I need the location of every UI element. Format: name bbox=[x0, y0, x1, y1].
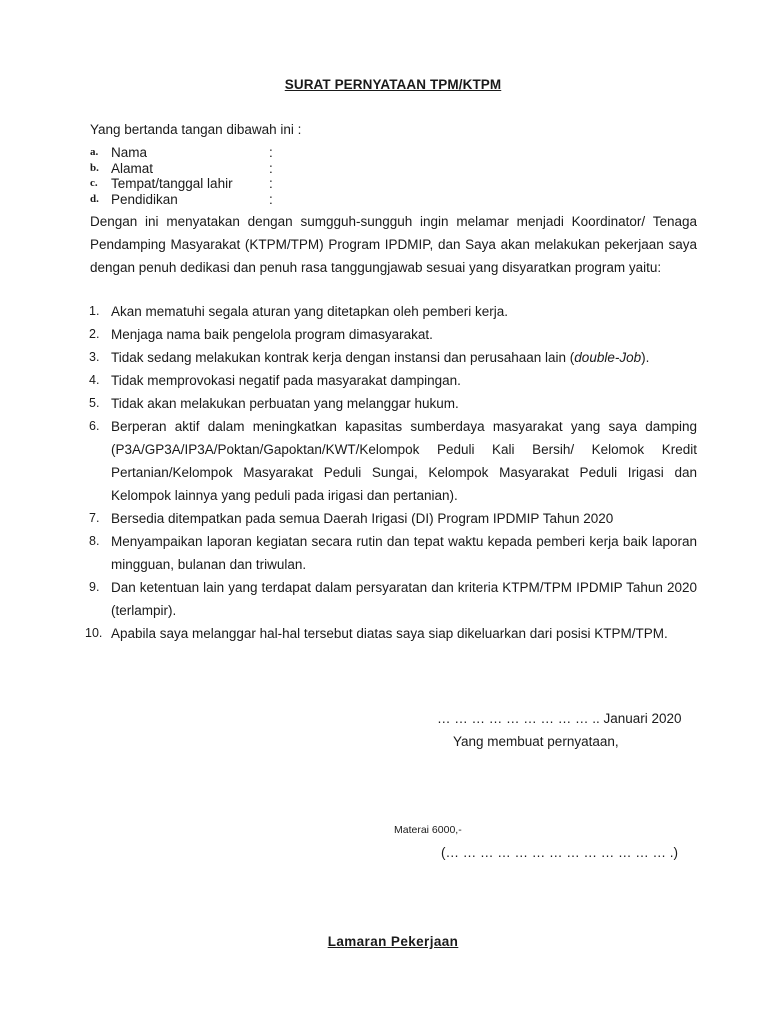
list-number: 3. bbox=[89, 350, 100, 364]
list-text: Menjaga nama baik pengelola program dimasyarakat. bbox=[111, 327, 433, 342]
list-item bbox=[85, 346, 697, 369]
field-letter: c. bbox=[90, 177, 98, 189]
identity-fields bbox=[90, 145, 390, 207]
footer-title: Lamaran Pekerjaan bbox=[327, 934, 459, 949]
list-number: 8. bbox=[89, 534, 100, 548]
list-text-italic: double-Job bbox=[574, 350, 642, 365]
field-alamat bbox=[90, 161, 390, 177]
list-item bbox=[85, 323, 697, 346]
field-colon: : bbox=[269, 191, 273, 207]
list-text: Tidak memprovokasi negatif pada masyarakat dampingan. bbox=[111, 373, 461, 388]
list-number: 7. bbox=[89, 511, 100, 525]
field-letter: d. bbox=[90, 192, 99, 205]
signatory-caption: Yang membuat pernyataan, bbox=[453, 734, 619, 749]
list-text bbox=[111, 346, 697, 369]
list-text: Bersedia ditempatkan pada semua Daerah Irigasi (DI) Program IPDMIP Tahun 2020 bbox=[111, 511, 614, 526]
field-tempat-tanggal-lahir bbox=[90, 176, 390, 192]
field-label: Tempat/tanggal lahir bbox=[111, 176, 233, 191]
list-item bbox=[85, 300, 697, 323]
list-item bbox=[85, 507, 697, 530]
field-colon: : bbox=[269, 160, 273, 176]
field-label: Pendidikan bbox=[111, 191, 178, 207]
list-number: 1. bbox=[89, 304, 100, 318]
list-text: Akan mematuhi segala aturan yang ditetapkan oleh pemberi kerja. bbox=[111, 304, 508, 319]
list-item bbox=[85, 622, 697, 645]
list-item bbox=[85, 369, 697, 392]
document-title: SURAT PERNYATAAN TPM/KTPM bbox=[284, 77, 502, 92]
list-number: 2. bbox=[89, 327, 100, 341]
list-text: Dan ketentuan lain yang terdapat dalam persyaratan dan kriteria KTPM/TPM IPDMIP Tahun 2020 (terlampir). bbox=[111, 580, 697, 618]
list-number: 9. bbox=[89, 580, 100, 594]
list-number: 5. bbox=[89, 396, 100, 410]
signature-line: (… … … … … … … … … … … … … .) bbox=[441, 845, 679, 860]
list-number: 6. bbox=[89, 419, 100, 433]
field-letter: a. bbox=[90, 146, 99, 158]
field-nama bbox=[90, 145, 390, 161]
list-number: 4. bbox=[89, 373, 100, 387]
list-text: Apabila saya melanggar hal-hal tersebut diatas saya siap dikeluarkan dari posisi KTPM/TPM. bbox=[111, 626, 668, 641]
field-label: Nama bbox=[111, 145, 148, 160]
field-colon: : bbox=[269, 176, 273, 191]
list-item bbox=[85, 530, 697, 576]
field-label: Alamat bbox=[111, 160, 154, 176]
intro-text: Yang bertanda tangan dibawah ini : bbox=[90, 122, 302, 137]
list-item bbox=[85, 576, 697, 622]
list-text: Menyampaikan laporan kegiatan secara rutin dan tepat waktu kepada pemberi kerja baik laporan mingguan, bulanan dan triwulan. bbox=[111, 534, 697, 572]
list-text: Berperan aktif dalam meningkatkan kapasitas sumberdaya masyarakat yang saya damping (P3A/GP3A/IP3A/Poktan/Gapoktan/KWT/Kelompok Peduli Kali Bersih/ Kelomok Kredit Pertanian/Kelompok Masyarakat Peduli Sungai, Kelompok Masyarakat Peduli Irigasi dan Kelompok lainnya yang peduli pada irigasi dan pertanian). bbox=[111, 419, 697, 503]
list-number: 10. bbox=[85, 626, 103, 640]
list-item bbox=[85, 392, 697, 415]
field-colon: : bbox=[269, 145, 273, 160]
stamp-label: Materai 6000,- bbox=[394, 824, 462, 836]
field-letter: b. bbox=[90, 161, 99, 174]
list-text-part: ). bbox=[641, 350, 650, 365]
list-item bbox=[85, 415, 697, 507]
list-text: Tidak akan melakukan perbuatan yang melanggar hukum. bbox=[111, 396, 459, 411]
date-line: … … … … … … … … … .. Januari 2020 bbox=[437, 711, 682, 726]
field-pendidikan bbox=[90, 192, 390, 208]
statement-paragraph: Dengan ini menyatakan dengan sumgguh-sungguh ingin melamar menjadi Koordinator/ Tenaga Pendamping Masyarakat (KTPM/TPM) Program IPDMIP, dan Saya akan melakukan pekerjaan saya dengan penuh dedikasi dan penuh rasa tanggungjawab sesuai yang disyaratkan program yaitu: bbox=[90, 214, 697, 275]
list-text-part: Tidak sedang melakukan kontrak kerja dengan instansi dan perusahaan lain ( bbox=[111, 350, 575, 365]
statement-list bbox=[85, 300, 697, 645]
